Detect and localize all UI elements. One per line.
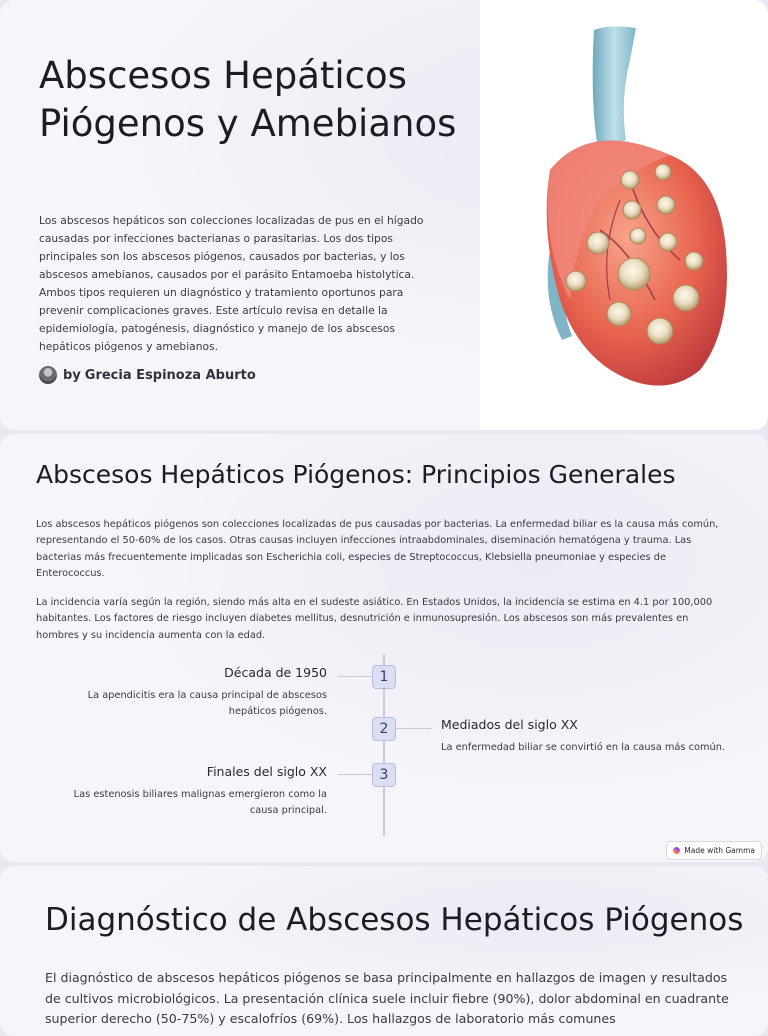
diagnosis-card xyxy=(0,866,768,1036)
author-byline xyxy=(39,366,256,384)
timeline-connector xyxy=(338,676,373,677)
timeline-marker-2: 2 xyxy=(372,717,396,741)
page-title: Abscesos Hepáticos Piógenos y Amebianos xyxy=(39,54,457,145)
timeline-heading-3: Finales del siglo XX xyxy=(206,764,327,779)
timeline-connector xyxy=(395,728,431,729)
badge-label: Made with Gamma xyxy=(684,846,755,855)
avatar xyxy=(39,366,57,384)
section-title: Diagnóstico de Abscesos Hepáticos Piógenos xyxy=(45,902,744,938)
hero-card xyxy=(0,0,768,430)
gamma-logo-icon xyxy=(673,847,680,854)
timeline-text-1: La apendicitis era la causa principal de abscesos hepáticos piógenos. xyxy=(87,690,327,717)
principles-paragraph-1: Los abscesos hepáticos piógenos son colecciones localizadas de pus causadas por bacterias. La enfermedad biliar es la causa más común, representando el 50-60% de los casos. Otras causas incluyen infecciones intraabdominales, diseminación hematógena y trauma. Las bacterias más frecuentemente implicadas son Escherichia coli, especies de Streptococcus, Klebsiella pneumoniae y especies de Enterococcus. xyxy=(36,519,719,579)
intro-paragraph: Los abscesos hepáticos son colecciones localizadas de pus en el hígado causadas por infecciones bacterianas o parasitarias. Los dos tipos principales son los abscesos piógenos, causados por bacterias, y los abscesos amebianos, causados por el parásito Entamoeba histolytica. Ambos tipos requieren un diagnóstico y tratamiento oportunos para prevenir complicaciones graves. Este artículo revisa en detalle la epidemiología, patogénesis, diagnóstico y manejo de los abscesos hepáticos piógenos y amebianos. xyxy=(39,214,424,353)
liver-illustration xyxy=(480,0,768,430)
author-name: Grecia Espinoza Aburto xyxy=(84,367,256,383)
timeline-heading-1: Década de 1950 xyxy=(224,665,327,680)
by-label: by xyxy=(63,367,81,383)
made-with-gamma-badge[interactable] xyxy=(666,841,762,860)
timeline-text-3: Las estenosis biliares malignas emergieron como la causa principal. xyxy=(73,789,327,816)
timeline-text-2: La enfermedad biliar se convirtió en la causa más común. xyxy=(441,742,726,753)
timeline-connector xyxy=(338,774,373,775)
timeline-marker-1: 1 xyxy=(372,665,396,689)
principles-card xyxy=(0,434,768,862)
timeline-heading-2: Mediados del siglo XX xyxy=(441,717,578,732)
liver-abscess-image xyxy=(480,0,768,430)
principles-paragraph-2: La incidencia varía según la región, siendo más alta en el sudeste asiático. En Estados Unidos, la incidencia se estima en 4.1 por 100,000 habitantes. Los factores de riesgo incluyen diabetes mellitus, desnutrición e inmunosupresión. Los abscesos son más prevalentes en hombres y su incidencia aumenta con la edad. xyxy=(36,597,713,641)
section-title: Abscesos Hepáticos Piógenos: Principios Generales xyxy=(36,460,676,489)
diagnosis-paragraph: El diagnóstico de abscesos hepáticos piógenos se basa principalmente en hallazgos de imagen y resultados de cultivos microbiológicos. La presentación clínica suele incluir fiebre (90%), dolor abdominal en cuadrante superior derecho (50-75%) y escalofríos (69%). Los hallazgos de laboratorio más comunes xyxy=(45,970,729,1026)
timeline-marker-3: 3 xyxy=(372,763,396,787)
